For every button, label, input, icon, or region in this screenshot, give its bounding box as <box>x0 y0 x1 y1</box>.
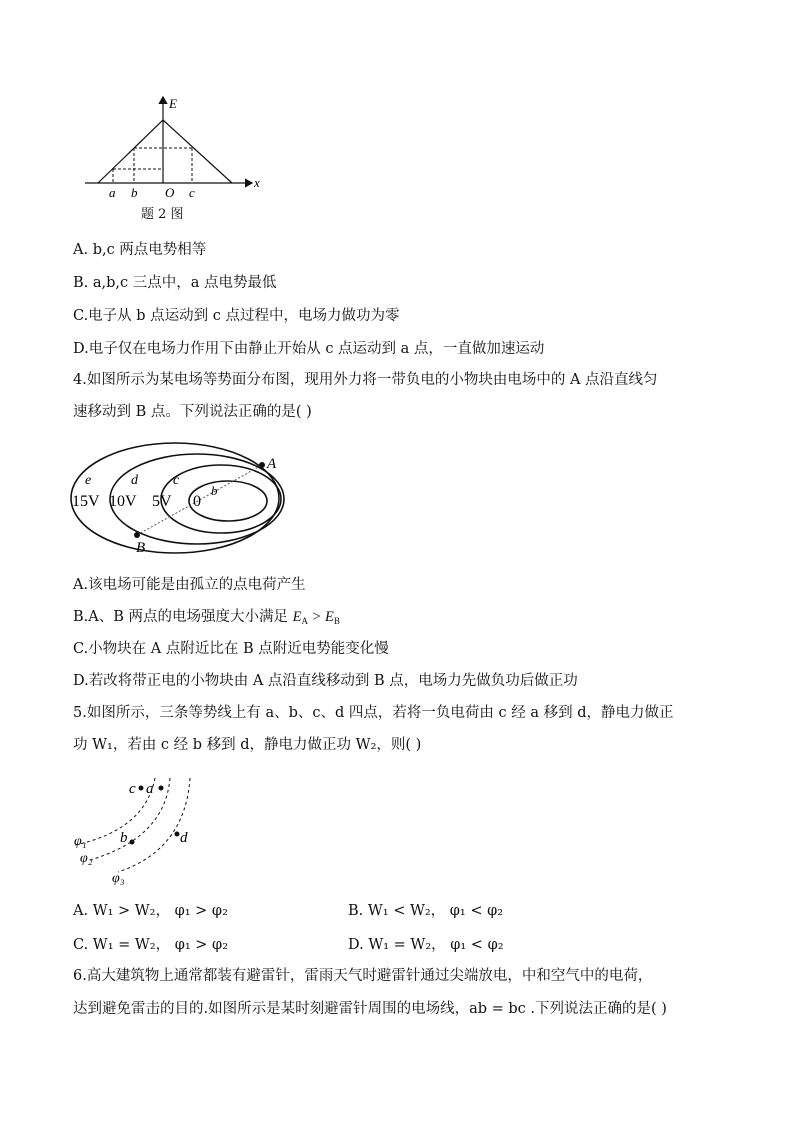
phi3-label: φ₃ <box>112 871 125 886</box>
q6-stem-line2: 达到避免雷击的目的.如图所示是某时刻避雷针周围的电场线，ab = bc .下列说法正确的是( ) <box>73 1001 667 1017</box>
label-e: e <box>85 473 92 488</box>
q4-option-b-sub-b: B <box>333 616 340 626</box>
potential-5v: 5V <box>152 493 172 510</box>
q4-stem-line2: 速移动到 B 点。下列说法正确的是( ) <box>73 404 312 420</box>
q4-option-b <box>73 607 340 631</box>
potential-0v: 0 <box>193 493 201 510</box>
e-axis-label: E <box>169 96 177 111</box>
point-c-label: c <box>129 781 136 797</box>
q3-option-a: A. b,c 两点电势相等 <box>73 242 207 258</box>
point-b-label: b <box>131 185 138 200</box>
q5-option-a: A. W₁ > W₂， φ₁ > φ₂ <box>73 903 228 919</box>
point-a-label: A <box>267 456 277 472</box>
point-d-dot <box>175 832 180 837</box>
q5-option-b: B. W₁ < W₂， φ₁ < φ₂ <box>348 903 504 919</box>
q6-stem-line1: 6.高大建筑物上通常都装有避雷针，雷雨天气时避雷针通过尖端放电，中和空气中的电荷， <box>73 968 653 984</box>
q4-equipotential-figure <box>65 440 290 560</box>
q4-option-a: A.该电场可能是由孤立的点电荷产生 <box>73 577 306 593</box>
point-b-label: b <box>120 830 128 846</box>
q4-option-b-sub-a: A <box>301 616 308 626</box>
q3-option-d: D.电子仅在电场力作用下由静止开始从 c 点运动到 a 点，一直做加速运动 <box>73 341 545 357</box>
q5-stem-line2: 功 W₁，若由 c 经 b 移到 d，静电力做正功 W₂，则( ) <box>73 737 422 753</box>
q4-option-b-text: B.A、B 两点的电场强度大小满足 <box>73 609 288 625</box>
q4-stem-line1: 4.如图所示为某电场等势面分布图，现用外力将一带负电的小物块由电场中的 A 点沿直线匀 <box>73 372 658 388</box>
point-c-dot <box>139 786 144 791</box>
e-curve <box>98 120 232 183</box>
phi1-label: φ₁ <box>74 834 87 849</box>
equipotential-e <box>71 443 279 553</box>
q4-option-b-ea: E <box>292 609 302 625</box>
q5-stem-line1: 5.如图所示，三条等势线上有 a、b、c、d 四点，若将一负电荷由 c 经 a 移到 d，静电力做正 <box>73 705 674 721</box>
origin-label: O <box>165 185 175 200</box>
point-d-label: d <box>180 830 188 846</box>
potential-15v: 15V <box>72 493 100 510</box>
point-a-label: a <box>146 781 154 797</box>
point-a-dot <box>159 786 164 791</box>
x-axis-label: x <box>254 175 260 190</box>
point-b-dot <box>130 840 135 845</box>
potential-10v: 10V <box>109 493 137 510</box>
q3-option-c: C.电子从 b 点运动到 c 点过程中，电场力做功为零 <box>73 308 400 324</box>
point-b-dot <box>134 532 140 538</box>
label-d: d <box>131 473 138 488</box>
point-c-label: c <box>189 185 195 200</box>
q4-option-c: C.小物块在 A 点附近比在 B 点附近电势能变化慢 <box>73 641 389 657</box>
point-a-label: a <box>109 185 116 200</box>
point-a-dot <box>259 462 265 468</box>
q5-option-d: D. W₁ = W₂， φ₁ < φ₂ <box>348 937 504 953</box>
q3-option-b: B. a,b,c 三点中，a 点电势最低 <box>73 275 277 291</box>
q4-option-b-eb: > E <box>307 609 334 625</box>
phi2-label: φ₂ <box>80 851 93 866</box>
label-c: c <box>173 473 180 488</box>
q5-option-c: C. W₁ = W₂， φ₁ > φ₂ <box>73 937 229 953</box>
q5-equipotential-figure <box>70 770 210 890</box>
q4-option-d: D.若改将带正电的小物块由 A 点沿直线移动到 B 点，电场力先做负功后做正功 <box>73 673 578 689</box>
label-b: b <box>211 483 218 498</box>
point-b-label: B <box>136 540 146 556</box>
q2-figure-caption: 题 2 图 <box>141 207 184 222</box>
